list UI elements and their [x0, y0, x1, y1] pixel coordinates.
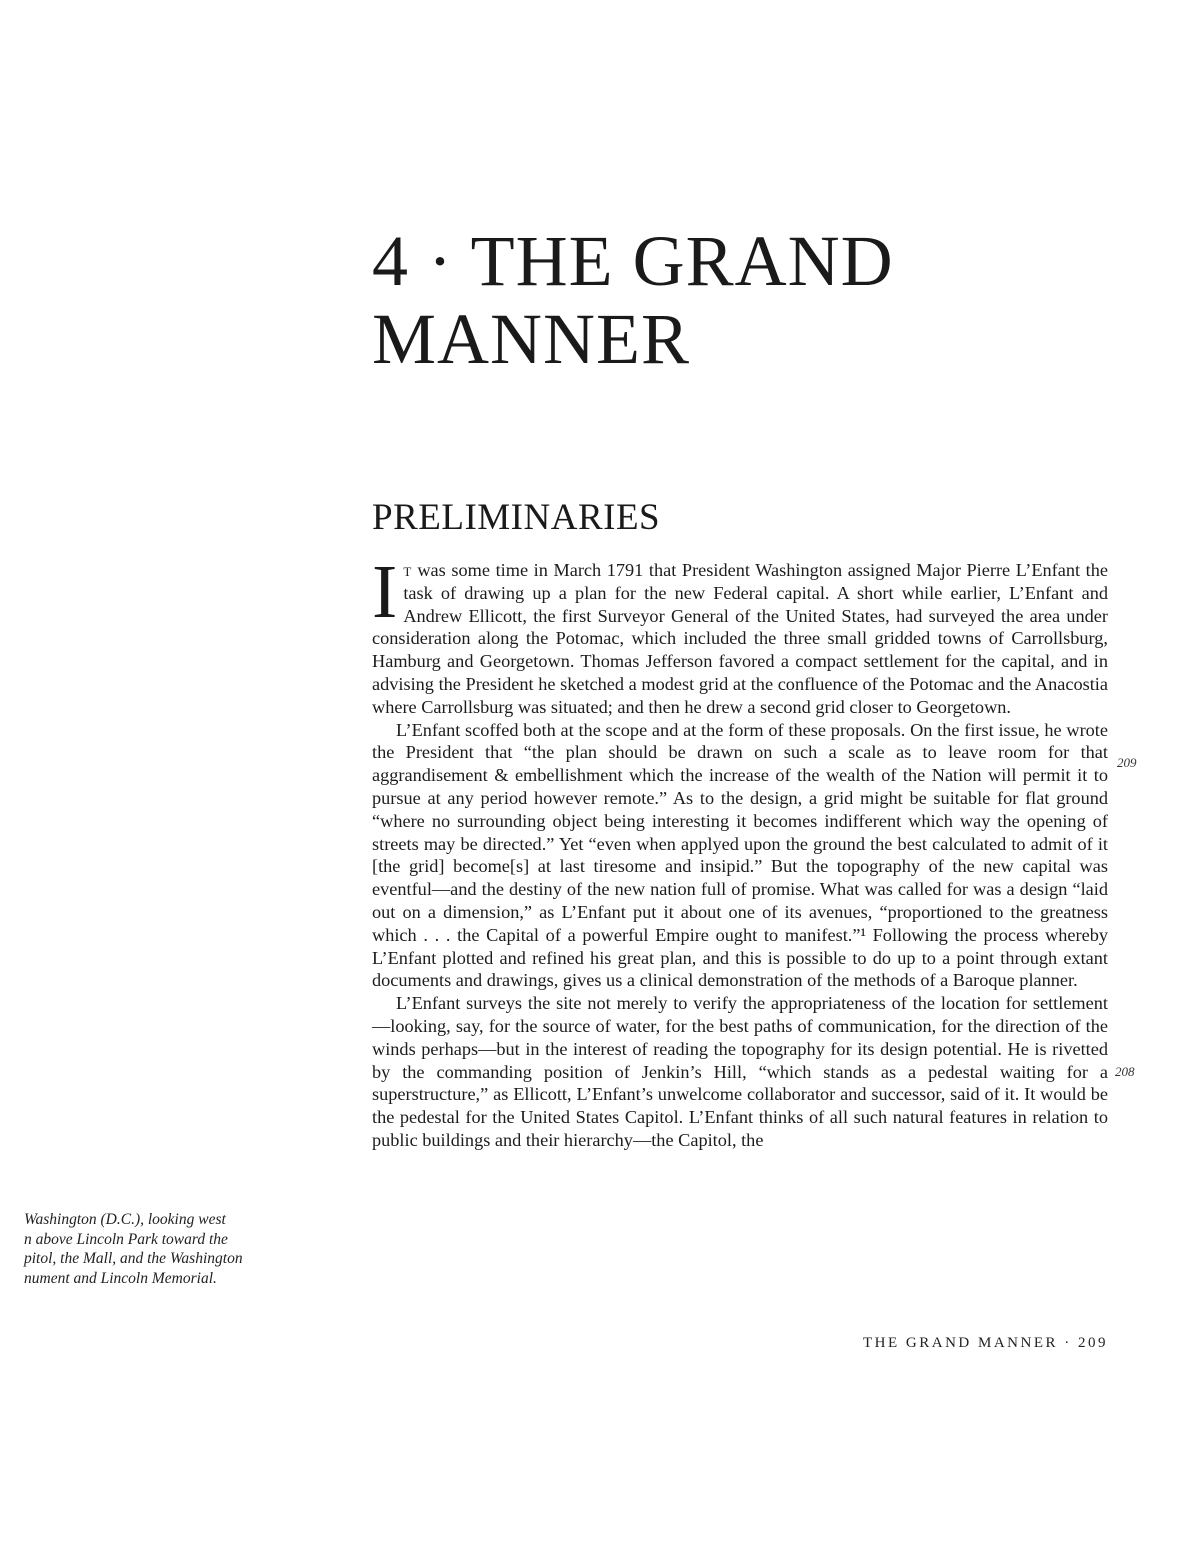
paragraph-1	[372, 550, 1108, 719]
margin-reference-209: 209	[1117, 755, 1137, 770]
caption-line-1: Washington (D.C.), looking west	[24, 1211, 226, 1228]
paragraph-2: L’Enfant scoffed both at the scope and at the form of these proposals. On the first issue, he wrote the President that “the plan should be drawn on such a scale as to leave room for that aggrandisement & embellishment which the increase of the wealth of the Nation will permit it to pursue at any period however remote.” As to the design, a grid might be suitable for flat ground “where no surrounding object being interesting it becomes indifferent which way the opening of streets may be directed.” Yet “even when applyed upon the ground the best calculated to admit of it [the grid] become[s] at last tiresome and insipid.” But the topography of the new capital was eventful—and the destiny of the new nation full of promise. What was called for was a design “laid out on a dimension,” as L’Enfant put it about one of its avenues, “proportioned to the greatness which . . . the Capital of a powerful Empire ought to manifest.”¹ Following the process whereby L’Enfant plotted and refined his great plan, and this is possible to do up to a point through extant documents and drawings, gives us a clinical demonstration of the methods of a Baroque planner.	[372, 719, 1108, 991]
paragraph-1-text: was some time in March 1791 that President Washington assigned Major Pierre L’Enfant the task of drawing up a plan for the new Federal capital. A short while earlier, L’Enfant and Andrew Ellicott, the first Surveyor General of the United States, had surveyed the area under consideration along the Potomac, which included the three small gridded towns of Carrollsburg, Hamburg and Georgetown. Thomas Jefferson favored a compact settlement for the capital, and in advising the President he sketched a modest grid at the confluence of the Potomac and the Anacostia where Carrollsburg was situated; and then he drew a second grid closer to Georgetown.	[372, 560, 1108, 717]
figure-caption	[24, 1210, 324, 1288]
drop-cap: I	[372, 550, 398, 634]
margin-reference-208: 208	[1115, 1064, 1135, 1079]
caption-line-2: n above Lincoln Park toward the	[24, 1230, 228, 1248]
caption-line-4: nument and Lincoln Memorial.	[24, 1269, 217, 1287]
section-heading: PRELIMINARIES	[372, 497, 661, 538]
chapter-title-line-1: 4 · THE GRAND	[372, 221, 894, 301]
paragraph-3: L’Enfant surveys the site not merely to verify the appropriateness of the location for settlement—looking, say, for the source of water, for the best paths of communication, for the direction of the winds perhaps—but in the interest of reading the topography for its design potential. He is rivetted by the commanding position of Jenkin’s Hill, “which stands as a pedestal waiting for a superstructure,” as Ellicott, L’Enfant’s unwelcome collaborator and successor, said of it. It would be the pedestal for the United States Capitol. L’Enfant thinks of all such natural features in relation to public buildings and their hierarchy—the Capitol, the	[372, 993, 1108, 1150]
caption-line-3: pitol, the Mall, and the Washington	[24, 1250, 243, 1267]
paragraph-1-smallcaps: t	[403, 560, 412, 580]
chapter-title	[372, 222, 1012, 378]
body-text	[372, 550, 1108, 1152]
chapter-title-line-2: MANNER	[372, 299, 691, 379]
running-footer: THE GRAND MANNER · 209	[863, 1335, 1108, 1351]
